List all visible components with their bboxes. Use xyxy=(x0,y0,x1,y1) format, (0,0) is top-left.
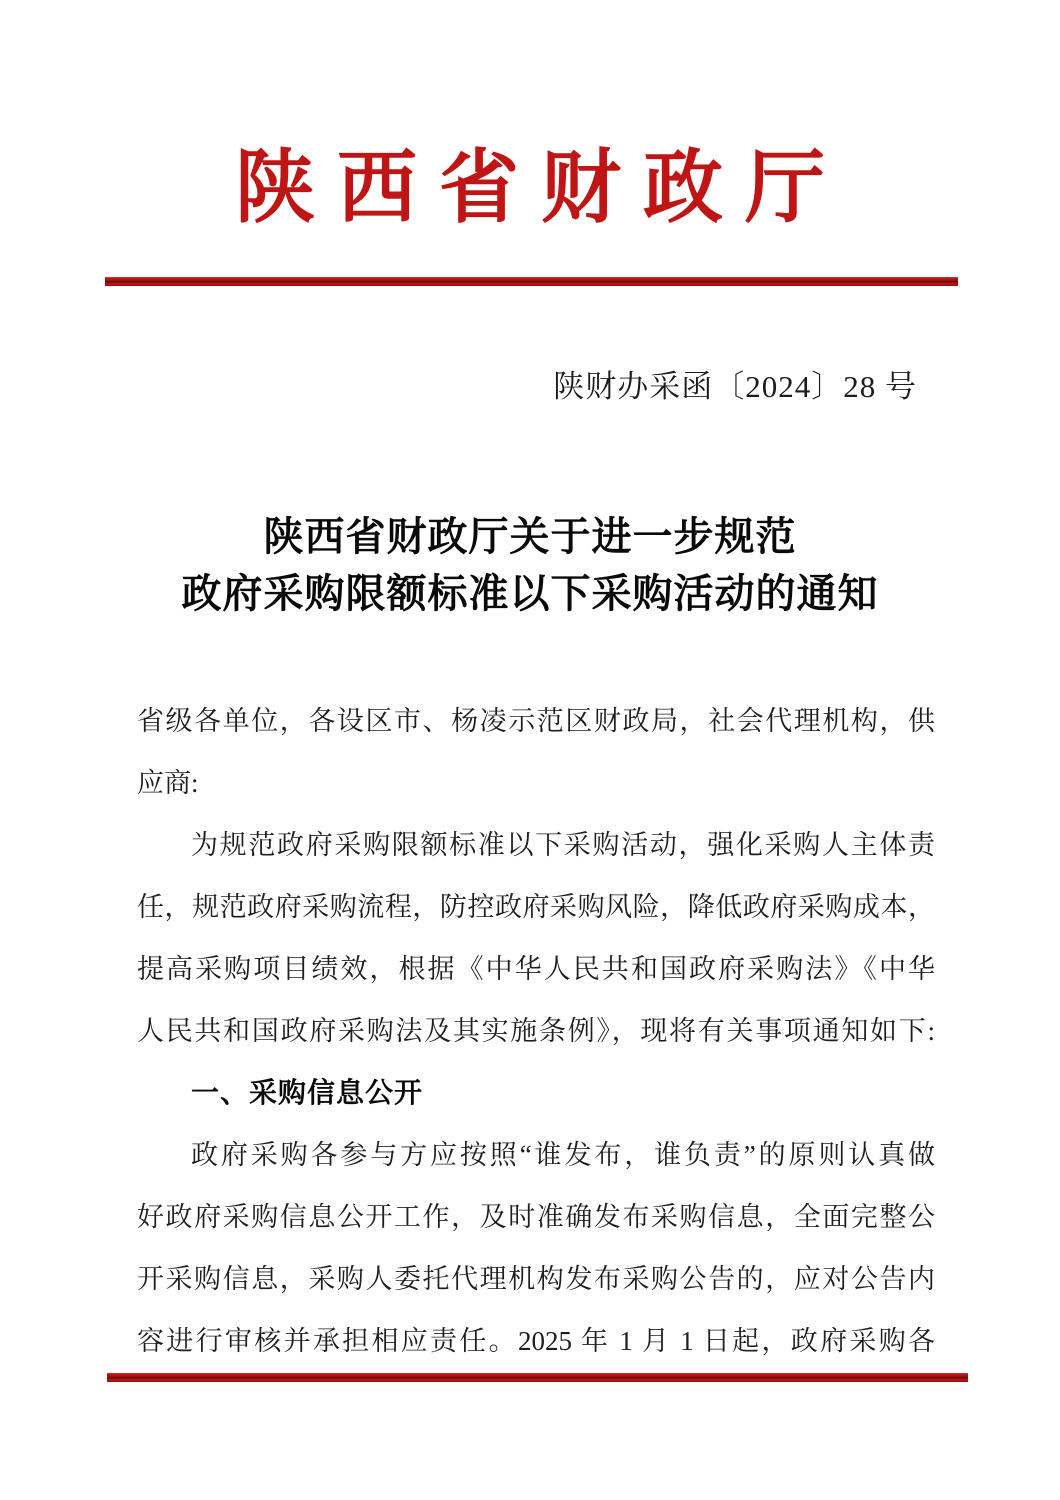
notice-title-line2: 政府采购限额标准以下采购活动的通知 xyxy=(181,571,879,616)
agency-letterhead: 陕西省财政厅 xyxy=(235,145,847,233)
notice-title xyxy=(0,508,1060,622)
body-line: 人民共和国政府采购法及其实施条例》，现将有关事项通知如下: xyxy=(137,1016,935,1046)
section-heading-1: 一、采购信息公开 xyxy=(191,1077,424,1108)
notice-title-line1: 陕西省财政厅关于进一步规范 xyxy=(263,514,797,559)
notice-body xyxy=(137,690,935,1372)
footer-divider-rule xyxy=(107,1373,968,1382)
body-line: 为规范政府采购限额标准以下采购活动，强化采购人主体责 xyxy=(191,830,935,860)
body-line: 省级各单位，各设区市、杨凌示范区财政局，社会代理机构，供 xyxy=(137,706,935,736)
body-line: 任，规范政府采购流程，防控政府采购风险，降低政府采购成本， xyxy=(137,892,935,922)
body-line: 提高采购项目绩效，根据《中华人民共和国政府采购法》《中华 xyxy=(137,954,935,984)
body-line: 好政府采购信息公开工作，及时准确发布采购信息，全面完整公 xyxy=(137,1202,935,1232)
body-line: 容进行审核并承担相应责任。2025 年 1 月 1 日起，政府采购各 xyxy=(137,1326,935,1356)
header-divider-rule xyxy=(105,277,958,286)
body-line: 应商: xyxy=(137,768,199,798)
body-line: 政府采购各参与方应按照“谁发布，谁负责”的原则认真做 xyxy=(191,1140,935,1170)
document-reference-number: 陕财办采函〔2024〕28 号 xyxy=(553,369,917,404)
body-line: 开采购信息，采购人委托代理机构发布采购公告的，应对公告内 xyxy=(137,1264,935,1294)
